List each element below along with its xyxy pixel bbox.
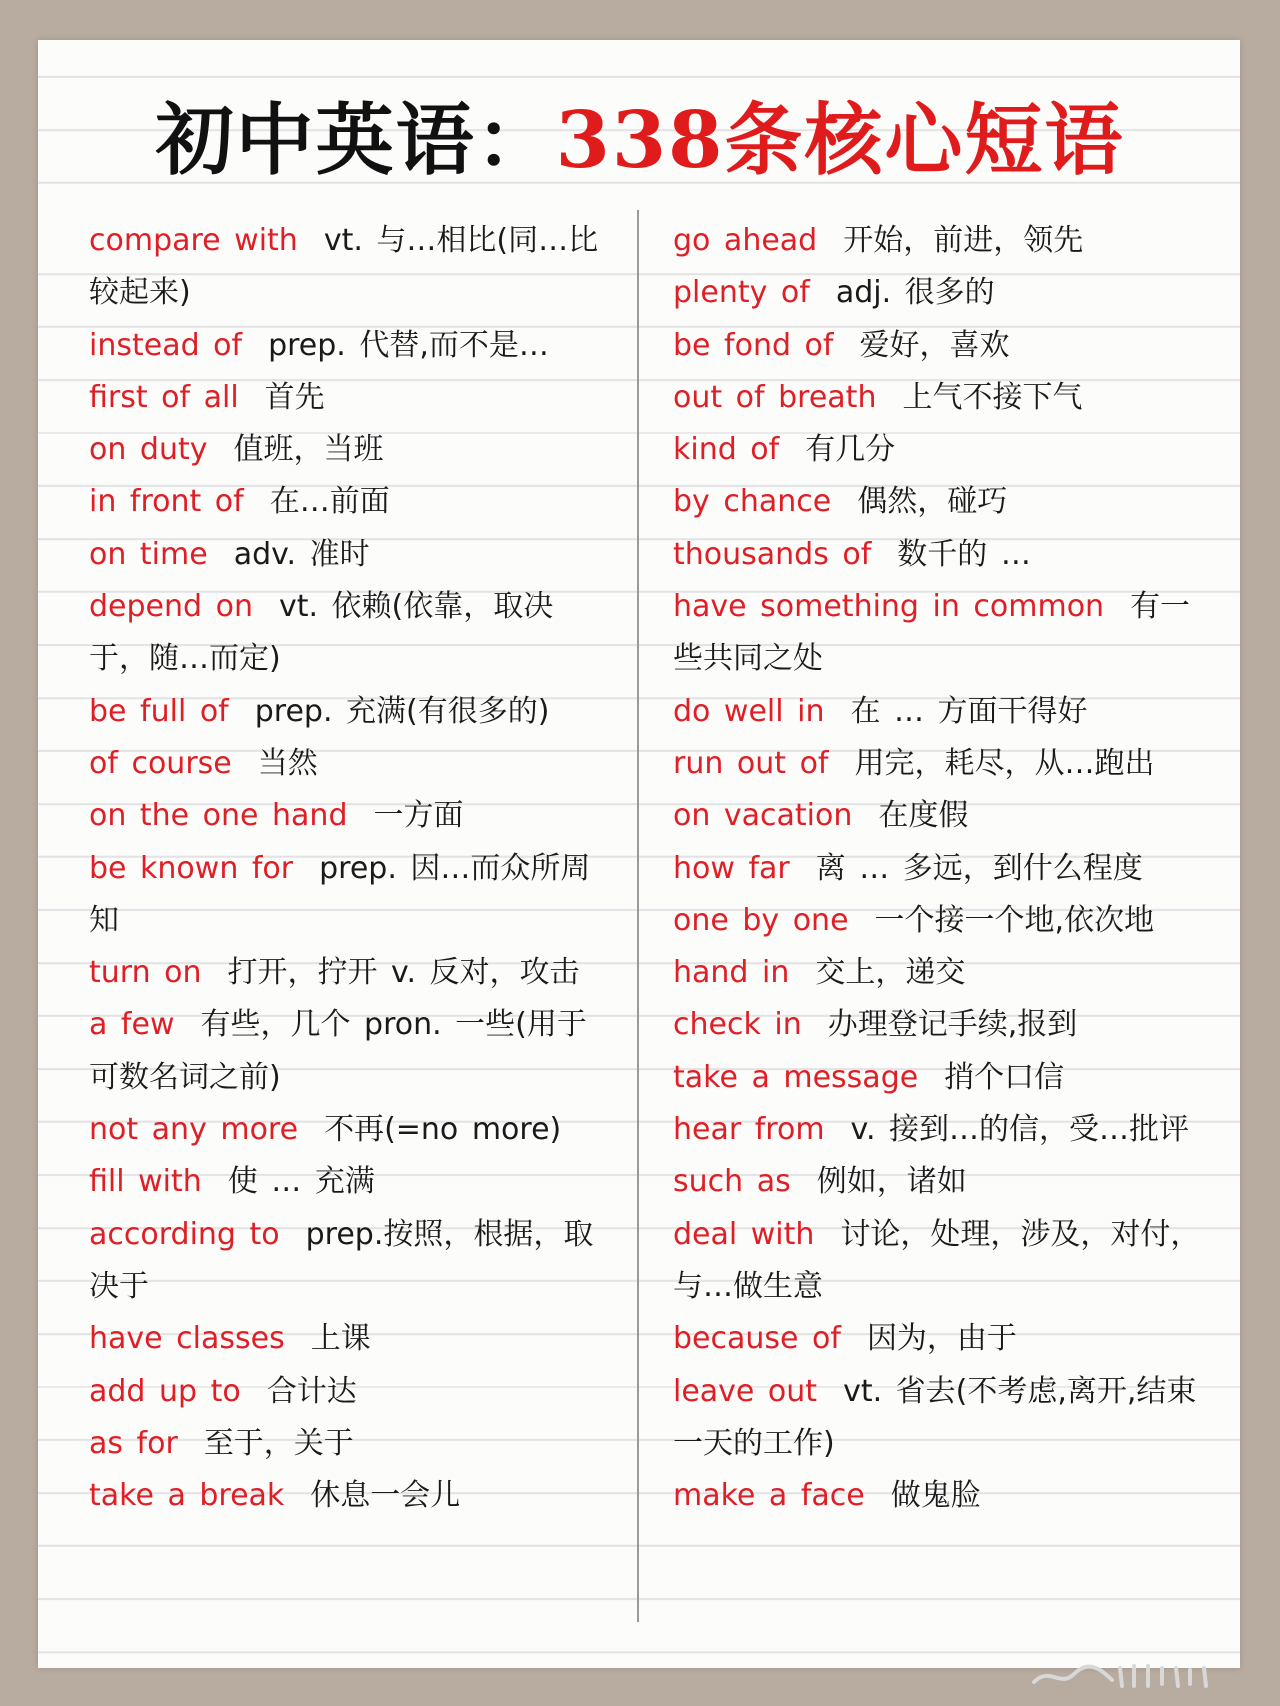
left-phrase-column — [89, 215, 609, 1522]
chinese-meaning: 在…前面 — [269, 484, 390, 520]
english-phrase: one by one — [673, 902, 849, 938]
chinese-meaning: 离 … 多远，到什么程度 — [815, 850, 1143, 886]
phrase-entry — [673, 529, 1203, 581]
english-phrase: be full of — [89, 693, 229, 729]
english-phrase: in front of — [89, 484, 244, 520]
english-phrase: out of breath — [673, 379, 877, 415]
chinese-meaning: 偶然，碰巧 — [857, 484, 1008, 520]
chinese-meaning: adj. 很多的 — [835, 275, 995, 311]
chinese-meaning: 因为，由于 — [866, 1321, 1017, 1357]
page-title — [0, 86, 1280, 196]
phrase-entry — [673, 738, 1203, 790]
english-phrase: turn on — [89, 955, 202, 991]
english-phrase: do well in — [673, 693, 825, 729]
chinese-meaning: 当然 — [257, 745, 318, 781]
phrase-entry — [89, 686, 609, 738]
phrase-entry — [673, 424, 1203, 476]
chinese-meaning: 例如，诸如 — [816, 1164, 967, 1200]
chinese-meaning: 讨论，处理，涉及，对付，与…做生意 — [673, 1216, 1201, 1304]
english-phrase: kind of — [673, 432, 780, 468]
title-highlight: 338条核心短语 — [555, 95, 1125, 186]
english-phrase: plenty of — [673, 275, 810, 311]
chinese-meaning: adv. 准时 — [233, 536, 370, 572]
phrase-entry — [673, 1156, 1203, 1208]
chinese-meaning: 交上，递交 — [815, 955, 966, 991]
phrase-entry — [89, 790, 609, 842]
english-phrase: be fond of — [673, 327, 834, 363]
phrase-entry — [89, 476, 609, 528]
phrase-entry — [673, 686, 1203, 738]
phrase-entry — [89, 1156, 609, 1208]
chinese-meaning: 办理登记手续,报到 — [827, 1007, 1078, 1043]
phrase-entry — [673, 895, 1203, 947]
chinese-meaning: prep. 充满(有很多的) — [254, 693, 550, 729]
phrase-entry — [89, 581, 609, 686]
english-phrase: compare with — [89, 223, 298, 258]
chinese-meaning: 有一些共同之处 — [673, 589, 1191, 677]
english-phrase: on time — [89, 536, 208, 572]
phrase-entry — [89, 1209, 609, 1314]
english-phrase: leave out — [673, 1373, 818, 1409]
chinese-meaning: 一个接一个地,依次地 — [874, 902, 1155, 938]
english-phrase: on vacation — [673, 798, 853, 834]
phrase-entry — [89, 529, 609, 581]
phrase-entry — [673, 1313, 1203, 1365]
chinese-meaning: 用完，耗尽，从…跑出 — [854, 745, 1155, 781]
chinese-meaning: 值班，当班 — [233, 432, 384, 468]
english-phrase: not any more — [89, 1112, 299, 1148]
phrase-entry — [673, 1104, 1203, 1156]
english-phrase: have something in common — [673, 589, 1105, 625]
column-divider — [637, 210, 639, 1622]
english-phrase: because of — [673, 1321, 841, 1357]
english-phrase: a few — [89, 1007, 175, 1043]
phrase-entry — [673, 790, 1203, 842]
phrase-entry — [673, 999, 1203, 1051]
chinese-meaning: 不再(=no more) — [324, 1112, 562, 1148]
english-phrase: be known for — [89, 850, 294, 886]
phrase-entry — [673, 320, 1203, 372]
chinese-meaning: 在 … 方面干得好 — [850, 693, 1088, 729]
phrase-entry — [673, 843, 1203, 895]
english-phrase: on duty — [89, 432, 208, 468]
english-phrase: as for — [89, 1425, 178, 1461]
chinese-meaning: prep. 因…而众所周知 — [89, 850, 591, 938]
phrase-entry — [673, 581, 1203, 686]
chinese-meaning: 上气不接下气 — [902, 379, 1083, 415]
english-phrase: add up to — [89, 1373, 241, 1409]
chinese-meaning: 休息一会儿 — [310, 1478, 461, 1514]
chinese-meaning: prep.按照，根据，取决于 — [89, 1216, 594, 1304]
phrase-entry — [673, 1366, 1203, 1471]
chinese-meaning: 在度假 — [878, 798, 969, 834]
phrase-entry — [89, 947, 609, 999]
phrase-entry — [89, 1470, 609, 1522]
english-phrase: take a message — [673, 1059, 919, 1095]
title-prefix: 初中英语： — [155, 95, 556, 186]
chinese-meaning: 一方面 — [373, 798, 464, 834]
chinese-meaning: vt. 依赖(依靠，取决于，随…而定) — [89, 589, 554, 677]
english-phrase: first of all — [89, 379, 239, 415]
english-phrase: hand in — [673, 955, 790, 991]
phrase-entry — [89, 999, 609, 1104]
chinese-meaning: vt. 与…相比(同…比较起来) — [89, 223, 599, 311]
chinese-meaning: 有些，几个 pron. 一些(用于可数名词之前) — [89, 1007, 587, 1095]
chinese-meaning: 数千的 … — [897, 536, 1031, 572]
phrase-entry — [89, 1104, 609, 1156]
chinese-meaning: 爱好，喜欢 — [859, 327, 1010, 363]
phrase-entry — [673, 267, 1203, 319]
phrase-entry — [673, 1470, 1203, 1522]
phrase-entry — [89, 424, 609, 476]
phrase-entry — [89, 215, 609, 320]
english-phrase: such as — [673, 1164, 791, 1200]
english-phrase: according to — [89, 1216, 280, 1252]
chinese-meaning: 合计达 — [266, 1373, 357, 1409]
chinese-meaning: 捎个口信 — [944, 1059, 1065, 1095]
english-phrase: depend on — [89, 589, 253, 625]
phrase-entry — [673, 372, 1203, 424]
chinese-meaning: 开始，前进，领先 — [843, 223, 1084, 258]
chinese-meaning: 使 … 充满 — [227, 1164, 375, 1200]
phrase-entry — [673, 1209, 1203, 1314]
english-phrase: hear from — [673, 1112, 825, 1148]
english-phrase: make a face — [673, 1478, 865, 1514]
phrase-entry — [89, 738, 609, 790]
phrase-entry — [673, 947, 1203, 999]
phrase-entry — [89, 320, 609, 372]
english-phrase: check in — [673, 1007, 802, 1043]
chinese-meaning: 首先 — [264, 379, 325, 415]
phrase-entry — [89, 843, 609, 948]
phrase-entry — [89, 372, 609, 424]
english-phrase: by chance — [673, 484, 832, 520]
chinese-meaning: prep. 代替,而不是… — [268, 327, 549, 363]
english-phrase: go ahead — [673, 223, 818, 258]
chinese-meaning: 有几分 — [805, 432, 896, 468]
english-phrase: instead of — [89, 327, 243, 363]
english-phrase: fill with — [89, 1164, 202, 1200]
phrase-entry — [673, 215, 1203, 267]
chinese-meaning: 至于，关于 — [203, 1425, 354, 1461]
phrase-entry — [673, 476, 1203, 528]
english-phrase: run out of — [673, 745, 829, 781]
english-phrase: on the one hand — [89, 798, 348, 834]
english-phrase: deal with — [673, 1216, 815, 1252]
english-phrase: how far — [673, 850, 790, 886]
english-phrase: thousands of — [673, 536, 872, 572]
chinese-meaning: 打开，拧开 v. 反对，攻击 — [227, 955, 580, 991]
english-phrase: of course — [89, 745, 232, 781]
scribble-mark — [1030, 1662, 1220, 1690]
phrase-entry — [89, 1366, 609, 1418]
phrase-entry — [673, 1052, 1203, 1104]
chinese-meaning: v. 接到…的信，受…批评 — [850, 1112, 1190, 1148]
chinese-meaning: 上课 — [310, 1321, 371, 1357]
english-phrase: take a break — [89, 1478, 285, 1514]
chinese-meaning: 做鬼脸 — [890, 1478, 981, 1514]
right-phrase-column — [673, 215, 1203, 1522]
phrase-entry — [89, 1313, 609, 1365]
phrase-entry — [89, 1418, 609, 1470]
chinese-meaning: vt. 省去(不考虑,离开,结束一天的工作) — [673, 1373, 1197, 1461]
english-phrase: have classes — [89, 1321, 285, 1357]
